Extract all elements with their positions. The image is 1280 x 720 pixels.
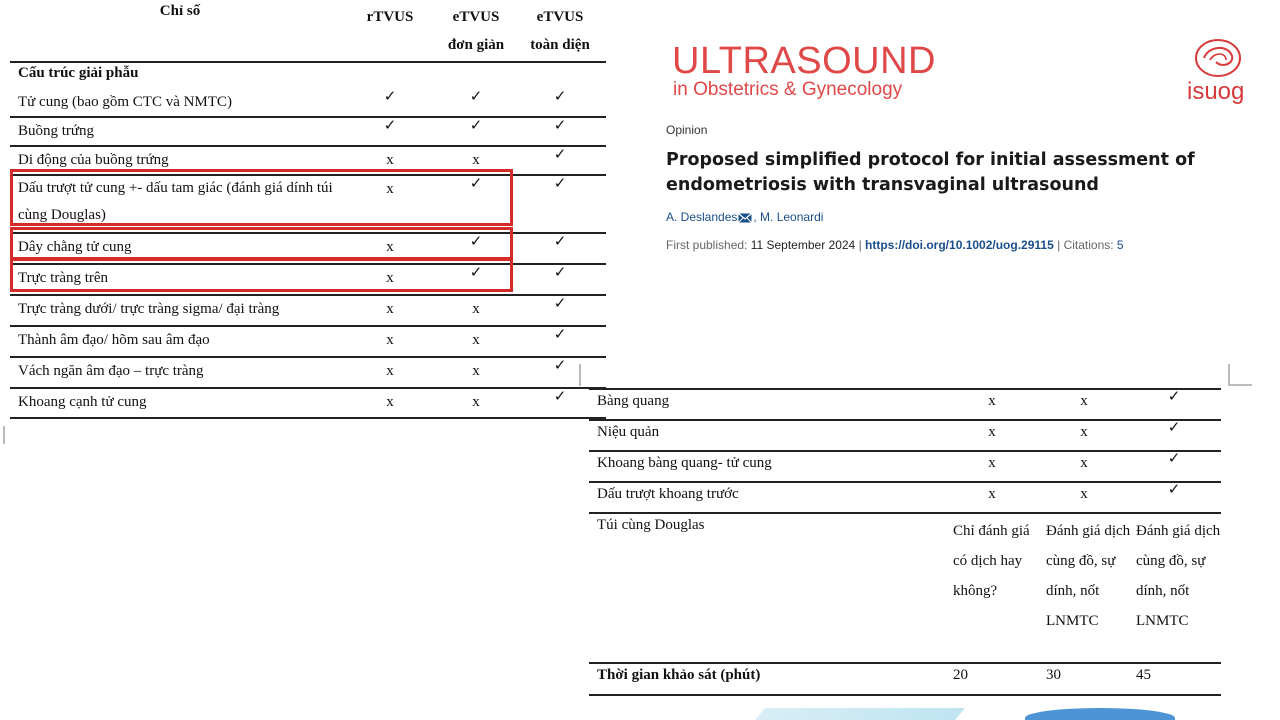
article-meta	[666, 238, 1124, 252]
checkmark-icon-etvus-full: ✓	[1167, 387, 1181, 405]
checkmark-icon-etvus-full: ✓	[553, 232, 567, 250]
citations-count[interactable]: 5	[1116, 238, 1124, 252]
x-mark-rtvus: x	[386, 181, 394, 197]
x-mark-etvus-simple: x	[472, 394, 480, 410]
table-row	[10, 389, 606, 419]
row-label: Khoang cạnh tử cung	[18, 394, 147, 410]
x-mark-rtvus: x	[386, 239, 394, 255]
citations-label: Citations:	[1063, 238, 1117, 252]
x-mark-etvus-simple: x	[1080, 424, 1088, 440]
crop-mark	[1228, 364, 1230, 386]
checkmark-icon-etvus-full: ✓	[553, 145, 567, 163]
author-link[interactable]: , M. Leonardi	[753, 210, 824, 224]
row-label: Tử cung (bao gồm CTC và NMTC)	[18, 94, 232, 110]
total-label: Thời gian khảo sát (phút)	[597, 667, 761, 683]
table-row	[10, 118, 606, 147]
checkmark-icon-etvus-full: ✓	[553, 356, 567, 374]
separator: |	[855, 238, 866, 252]
row-label: Dấu trượt tử cung +- dấu tam giác (đánh giá dính túi cùng Douglas)	[18, 180, 333, 223]
checkmark-icon-etvus-full: ✓	[1167, 418, 1181, 436]
article-title: Proposed simplified protocol for initial assessment of endometriosis with transvaginal ultrasound	[666, 150, 1195, 195]
checkmark-icon-etvus-full: ✓	[553, 263, 567, 281]
x-mark-etvus-simple: x	[472, 332, 480, 348]
crop-mark	[3, 426, 5, 444]
row-label: Trực tràng dưới/ trực tràng sigma/ đại tràng	[18, 301, 280, 317]
table-row	[589, 449, 1221, 483]
table-row	[589, 480, 1221, 514]
authors	[666, 210, 823, 224]
x-mark-etvus-simple: x	[1080, 486, 1088, 502]
checkmark-icon-etvus-full: ✓	[553, 87, 567, 105]
checkmark-icon-etvus-simple: ✓	[469, 87, 483, 105]
journal-logo-title: ULTRASOUND	[672, 40, 936, 82]
highlight-box-ligament	[10, 227, 513, 260]
row-label: Dây chằng tử cung	[18, 239, 132, 255]
douglas-etvus-full-cell: Đánh giá dịch cùng đồ, sự dính, nốt LNMTC	[1136, 523, 1221, 629]
header-etvus-simple: eTVUS đơn giản	[447, 9, 505, 53]
row-label: Túi cùng Douglas	[597, 517, 705, 533]
mail-icon[interactable]	[738, 213, 752, 223]
table-row	[10, 327, 606, 358]
x-mark-rtvus: x	[988, 393, 996, 409]
x-mark-etvus-simple: x	[1080, 455, 1088, 471]
right-protocol-table	[589, 388, 1221, 696]
row-label: Vách ngăn âm đạo – trực tràng	[18, 363, 204, 379]
row-label: Di động của buồng trứng	[18, 152, 169, 168]
first-published-date: 11 September 2024	[750, 238, 856, 252]
footer-decoration	[1025, 708, 1175, 720]
table-row	[589, 418, 1221, 452]
douglas-row	[589, 514, 1221, 664]
first-published-label: First published:	[666, 238, 751, 252]
checkmark-icon-etvus-simple: ✓	[469, 174, 483, 192]
x-mark-rtvus: x	[988, 486, 996, 502]
checkmark-icon-etvus-full: ✓	[553, 294, 567, 312]
total-rtvus: 20	[953, 667, 968, 683]
footer-decoration	[755, 708, 965, 720]
header-rtvus: rTVUS	[366, 9, 414, 25]
checkmark-icon-etvus-full: ✓	[553, 325, 567, 343]
row-label: Niệu quản	[597, 424, 660, 440]
checkmark-icon-etvus-simple: ✓	[469, 116, 483, 134]
table-row	[10, 296, 606, 327]
section-row	[10, 63, 606, 89]
row-label: Thành âm đạo/ hõm sau âm đạo	[18, 332, 210, 348]
highlight-box-upper-rectum	[10, 258, 513, 292]
checkmark-icon-etvus-full: ✓	[1167, 480, 1181, 498]
crop-mark	[1228, 384, 1252, 386]
checkmark-icon-etvus-full: ✓	[553, 116, 567, 134]
checkmark-icon-etvus-full: ✓	[553, 174, 567, 192]
checkmark-icon-rtvus: ✓	[383, 116, 397, 134]
table-row	[589, 387, 1221, 421]
author-link[interactable]: A. Deslandes	[666, 210, 738, 224]
checkmark-icon-rtvus: ✓	[383, 87, 397, 105]
x-mark-etvus-simple: x	[472, 363, 480, 379]
row-label: Buồng trứng	[18, 123, 95, 139]
douglas-etvus-simple-cell: Đánh giá dịch cùng đồ, sự dính, nốt LNMTC	[1046, 523, 1131, 629]
row-label: Bàng quang	[597, 393, 670, 409]
journal-logo-subtitle: in Obstetrics & Gynecology	[673, 79, 903, 100]
checkmark-icon-etvus-simple: ✓	[469, 232, 483, 250]
x-mark-etvus-simple: x	[1080, 393, 1088, 409]
x-mark-rtvus: x	[386, 363, 394, 379]
x-mark-rtvus: x	[386, 301, 394, 317]
left-table-header	[10, 0, 606, 63]
total-etvus-full: 45	[1136, 667, 1151, 683]
x-mark-etvus-simple: x	[472, 301, 480, 317]
x-mark-etvus-simple: x	[472, 152, 480, 168]
checkmark-icon-etvus-full: ✓	[1167, 449, 1181, 467]
x-mark-rtvus: x	[988, 455, 996, 471]
checkmark-icon-etvus-full: ✓	[553, 387, 567, 405]
separator: |	[1053, 238, 1064, 252]
x-mark-rtvus: x	[386, 152, 394, 168]
section-title: Cấu trúc giải phẫu	[18, 65, 139, 81]
total-time-row	[589, 664, 1221, 696]
x-mark-rtvus: x	[386, 332, 394, 348]
header-etvus-comprehensive: eTVUS toàn diện	[530, 9, 590, 53]
douglas-rtvus-cell: Chỉ đánh giá có dịch hay không?	[953, 523, 1030, 599]
checkmark-icon-etvus-simple: ✓	[469, 263, 483, 281]
row-label: Khoang bàng quang- tử cung	[597, 455, 772, 471]
highlight-box-sliding-sign	[10, 169, 513, 226]
total-etvus-simple: 30	[1046, 667, 1061, 683]
doi-link[interactable]: https://doi.org/10.1002/uog.29115	[865, 238, 1054, 252]
x-mark-rtvus: x	[988, 424, 996, 440]
table-row	[10, 358, 606, 389]
article-type: Opinion	[666, 123, 708, 137]
crop-mark	[579, 364, 581, 386]
x-mark-rtvus: x	[386, 394, 394, 410]
row-label: Dấu trượt khoang trước	[597, 486, 739, 502]
isuog-logo-text: isuog	[1187, 78, 1245, 105]
header-indicator: Chỉ số	[159, 3, 201, 19]
x-mark-rtvus: x	[386, 270, 394, 286]
row-label: Trực tràng trên	[18, 270, 109, 286]
table-row	[10, 89, 606, 118]
